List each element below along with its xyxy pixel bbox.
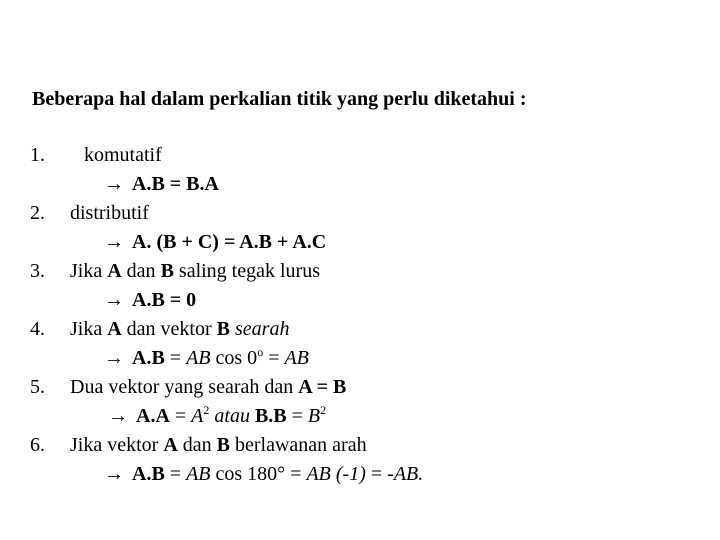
item-1-number: 1. <box>30 144 45 166</box>
arrow-right-icon: → <box>104 231 124 253</box>
item-3-title: Jika A dan B saling tegak lurus <box>70 260 320 282</box>
item-6-formula-line: → A.B = AB cos 180° = AB (-1) = -AB. <box>104 463 424 485</box>
item-2-number: 2. <box>30 202 45 224</box>
item-3-formula-line <box>104 287 196 313</box>
arrow-right-icon: → <box>108 405 128 427</box>
item-2-title: distributif <box>70 202 149 224</box>
arrow-right-icon: → <box>104 463 124 485</box>
item-1-formula-line <box>104 171 219 197</box>
item-2-formula-line <box>104 229 326 255</box>
item-5-number: 5. <box>30 376 45 398</box>
arrow-right-icon: → <box>104 173 124 195</box>
item-3-formula: A.B = 0 <box>132 289 197 311</box>
item-4-number: 4. <box>30 318 45 340</box>
item-5-title: Dua vektor yang searah dan A = B <box>70 376 347 398</box>
page-heading: Beberapa hal dalam perkalian titik yang perlu diketahui : <box>32 88 527 110</box>
item-6-number: 6. <box>30 434 45 456</box>
item-4-title: Jika A dan vektor B searah <box>70 318 290 340</box>
arrow-right-icon: → <box>104 289 124 311</box>
item-6-title: Jika vektor A dan B berlawanan arah <box>70 434 367 456</box>
arrow-right-icon: → <box>104 347 124 369</box>
item-1-formula: A.B = B.A <box>132 173 219 195</box>
item-4-formula-line: → A.B = AB $\cos 0^o$ = AB <box>104 345 309 369</box>
item-1-title: komutatif <box>84 144 162 166</box>
item-2-formula: A. (B + C) = A.B + A.C <box>132 231 327 253</box>
item-3-number: 3. <box>30 260 45 282</box>
item-5-formula-line: → $A.A = A^2$ atau $B.B = B^2$ <box>108 403 327 427</box>
